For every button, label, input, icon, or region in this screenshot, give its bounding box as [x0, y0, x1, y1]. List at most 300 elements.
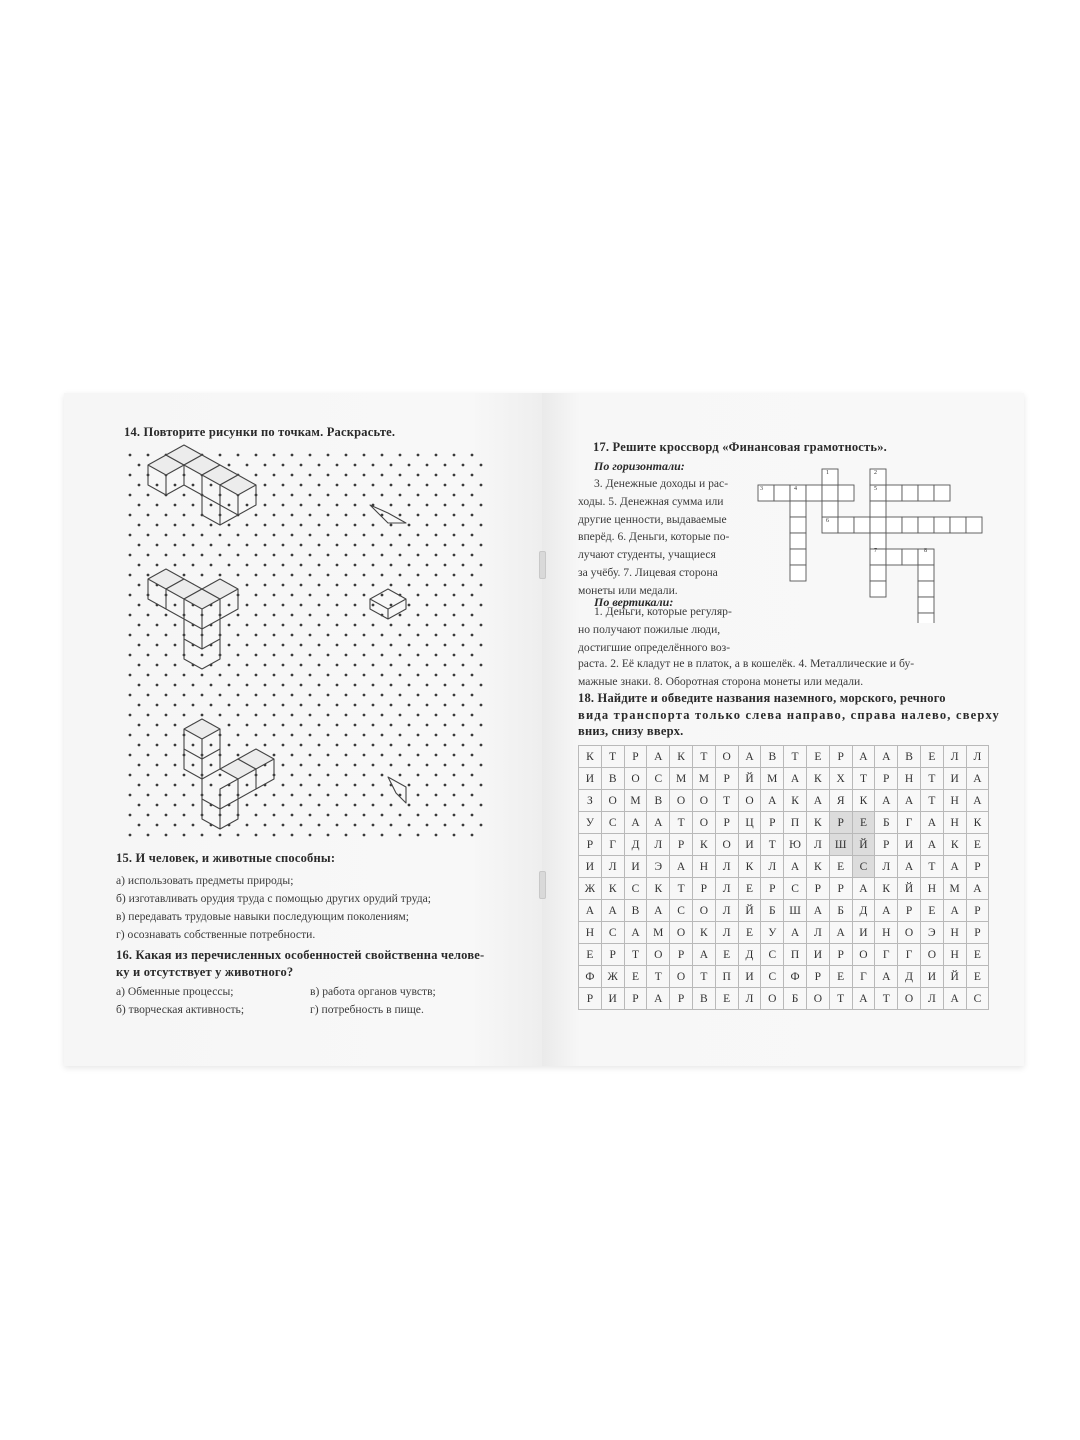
word-search-cell[interactable]: О [898, 988, 921, 1010]
grid-dot [309, 814, 312, 817]
grid-dot [264, 744, 267, 747]
word-search-cell[interactable]: И [579, 856, 602, 878]
word-search-cell[interactable]: Ф [579, 966, 602, 988]
word-search-cell[interactable]: П [784, 812, 807, 834]
word-search-cell[interactable]: Т [829, 988, 852, 1010]
word-search-cell[interactable]: Д [624, 834, 647, 856]
crossword-cell [790, 533, 806, 549]
word-search-cell[interactable]: Л [806, 922, 829, 944]
grid-dot [246, 784, 249, 787]
word-search-cell[interactable]: М [670, 768, 693, 790]
grid-dot [381, 454, 384, 457]
word-search-cell[interactable]: Й [898, 878, 921, 900]
word-search-cell[interactable]: Т [715, 790, 738, 812]
word-search-cell[interactable]: Т [624, 944, 647, 966]
grid-dot [444, 544, 447, 547]
word-search-cell[interactable]: Б [829, 900, 852, 922]
word-search-cell[interactable]: О [738, 790, 761, 812]
word-search-cell[interactable]: О [670, 966, 693, 988]
grid-dot [147, 534, 150, 537]
word-search-cell[interactable]: Л [966, 746, 989, 768]
word-search-cell[interactable]: А [943, 856, 966, 878]
grid-dot [255, 534, 258, 537]
grid-dot [363, 774, 366, 777]
word-search-cell[interactable]: Т [784, 746, 807, 768]
word-search-cell[interactable]: О [647, 944, 670, 966]
word-search-cell[interactable]: А [647, 746, 670, 768]
word-search-cell[interactable]: Н [943, 790, 966, 812]
word-search-cell[interactable]: Л [806, 834, 829, 856]
word-search-cell[interactable]: Р [806, 878, 829, 900]
word-search-cell[interactable]: Е [738, 922, 761, 944]
crossword-cell [918, 565, 934, 581]
across-line: вперёд. 6. Деньги, которые по- [578, 530, 730, 544]
grid-dot [462, 624, 465, 627]
word-search-cell[interactable]: Л [943, 746, 966, 768]
word-search-cell[interactable]: Л [738, 988, 761, 1010]
grid-dot [129, 754, 132, 757]
word-search-cell[interactable]: Й [852, 834, 875, 856]
word-search-cell[interactable]: Л [715, 900, 738, 922]
grid-dot [318, 584, 321, 587]
grid-dot [174, 544, 177, 547]
word-search-cell[interactable]: Р [761, 878, 784, 900]
word-search-cell[interactable]: И [601, 988, 624, 1010]
word-search-cell[interactable]: Е [624, 966, 647, 988]
word-search-cell[interactable]: Н [920, 878, 943, 900]
grid-dot [345, 494, 348, 497]
word-search-cell[interactable]: Т [670, 812, 693, 834]
word-search-cell[interactable]: Ю [784, 834, 807, 856]
word-search-cell[interactable]: Р [966, 922, 989, 944]
word-search-cell[interactable]: К [579, 746, 602, 768]
word-search-cell[interactable]: М [943, 878, 966, 900]
grid-dot [228, 704, 231, 707]
word-search-cell[interactable]: И [738, 966, 761, 988]
word-search-cell[interactable]: Р [670, 988, 693, 1010]
q17-across-heading: По горизонтали: [594, 459, 685, 473]
word-search-cell[interactable]: К [784, 790, 807, 812]
word-search-cell[interactable]: Р [829, 944, 852, 966]
grid-dot [462, 584, 465, 587]
word-search-cell[interactable]: М [647, 922, 670, 944]
word-search-cell[interactable]: К [806, 856, 829, 878]
grid-dot [300, 484, 303, 487]
word-search-cell[interactable]: А [692, 944, 715, 966]
word-search-cell[interactable]: Р [829, 812, 852, 834]
word-search-cell[interactable]: И [920, 966, 943, 988]
grid-dot [327, 714, 330, 717]
word-search-cell[interactable]: О [898, 922, 921, 944]
word-search-cell[interactable]: Р [670, 944, 693, 966]
word-search-cell[interactable]: Е [829, 856, 852, 878]
word-search-cell[interactable]: Е [920, 900, 943, 922]
word-search-cell[interactable]: Ш [784, 900, 807, 922]
word-search-cell[interactable]: И [624, 856, 647, 878]
word-search-cell[interactable]: С [601, 812, 624, 834]
word-search-cell[interactable]: Е [966, 944, 989, 966]
word-search-cell[interactable]: Е [966, 834, 989, 856]
word-search-cell[interactable]: О [715, 834, 738, 856]
grid-dot [471, 754, 474, 757]
word-search-cell[interactable]: С [624, 878, 647, 900]
word-search-cell[interactable]: О [670, 790, 693, 812]
grid-dot [354, 564, 357, 567]
word-search-cell[interactable]: Р [670, 834, 693, 856]
grid-dot [408, 684, 411, 687]
word-search-cell[interactable]: А [784, 922, 807, 944]
word-search-cell[interactable]: К [966, 812, 989, 834]
grid-dot [318, 784, 321, 787]
word-search-cell[interactable]: Т [647, 966, 670, 988]
word-search-cell[interactable]: Е [715, 944, 738, 966]
word-search-cell[interactable]: Э [920, 922, 943, 944]
word-search-cell[interactable]: К [806, 812, 829, 834]
word-search-cell[interactable]: А [943, 900, 966, 922]
word-search-cell[interactable]: У [579, 812, 602, 834]
word-search-cell[interactable]: Г [852, 966, 875, 988]
word-search-cell[interactable]: А [852, 988, 875, 1010]
word-search-cell[interactable]: А [920, 812, 943, 834]
grid-dot [354, 784, 357, 787]
grid-dot [138, 544, 141, 547]
word-search-cell[interactable]: О [624, 768, 647, 790]
word-search-cell[interactable]: А [966, 878, 989, 900]
word-search-cell[interactable]: А [647, 812, 670, 834]
word-search-cell[interactable]: К [647, 878, 670, 900]
word-search-cell[interactable]: Р [898, 900, 921, 922]
word-search-cell[interactable]: С [647, 768, 670, 790]
grid-dot [300, 644, 303, 647]
word-search-cell[interactable]: В [647, 790, 670, 812]
grid-dot [354, 684, 357, 687]
grid-dot [417, 494, 420, 497]
word-search-cell[interactable]: С [761, 966, 784, 988]
word-search-cell[interactable]: А [738, 746, 761, 768]
grid-dot [390, 684, 393, 687]
grid-dot [435, 474, 438, 477]
word-search-cell[interactable]: О [601, 790, 624, 812]
grid-dot [336, 484, 339, 487]
word-search-cell[interactable]: Ш [829, 834, 852, 856]
grid-dot [390, 704, 393, 707]
word-search-cell[interactable]: Р [601, 944, 624, 966]
word-search-cell[interactable]: Е [920, 746, 943, 768]
grid-dot [453, 534, 456, 537]
word-search-cell[interactable]: К [601, 878, 624, 900]
grid-dot [345, 594, 348, 597]
grid-dot [390, 564, 393, 567]
word-search-cell[interactable]: К [875, 878, 898, 900]
word-search-cell[interactable]: Р [761, 812, 784, 834]
word-search-cell[interactable]: К [806, 768, 829, 790]
word-search-cell[interactable]: В [624, 900, 647, 922]
word-search-cell[interactable]: И [806, 944, 829, 966]
word-search-cell[interactable]: Я [829, 790, 852, 812]
word-search-cell[interactable]: У [761, 922, 784, 944]
word-search-cell[interactable]: А [761, 790, 784, 812]
word-search-cell[interactable]: Б [761, 900, 784, 922]
word-search-cell[interactable]: О [761, 988, 784, 1010]
word-search-cell[interactable]: О [692, 812, 715, 834]
word-search-cell[interactable]: Д [738, 944, 761, 966]
grid-dot [444, 804, 447, 807]
grid-dot [255, 454, 258, 457]
word-search-cell[interactable]: Ц [738, 812, 761, 834]
word-search-cell[interactable]: Г [875, 944, 898, 966]
word-search-cell[interactable]: О [670, 922, 693, 944]
grid-dot [399, 834, 402, 837]
word-search-cell[interactable]: А [898, 790, 921, 812]
word-search-cell[interactable]: Р [829, 746, 852, 768]
word-search-cell[interactable]: Е [966, 966, 989, 988]
word-search-cell[interactable]: О [692, 900, 715, 922]
word-search-cell[interactable]: А [601, 900, 624, 922]
word-search-cell[interactable]: Г [601, 834, 624, 856]
grid-dot [255, 634, 258, 637]
grid-dot [129, 834, 132, 837]
word-search-cell[interactable]: Е [806, 746, 829, 768]
word-search-cell[interactable]: Г [898, 944, 921, 966]
word-search-cell[interactable]: Л [715, 856, 738, 878]
word-search-cell[interactable]: А [875, 790, 898, 812]
word-search-cell[interactable]: А [579, 900, 602, 922]
word-search-cell[interactable]: А [829, 922, 852, 944]
word-search-cell[interactable]: К [852, 790, 875, 812]
word-search-cell[interactable]: Л [715, 878, 738, 900]
word-search-cell[interactable]: Н [692, 856, 715, 878]
grid-dot [327, 474, 330, 477]
word-search-cell[interactable]: С [761, 944, 784, 966]
word-search-cell[interactable]: В [898, 746, 921, 768]
grid-dot [399, 514, 402, 517]
word-search-cell[interactable]: Р [806, 966, 829, 988]
word-search-cell[interactable]: М [624, 790, 647, 812]
grid-dot [426, 764, 429, 767]
word-search-cell[interactable]: П [784, 944, 807, 966]
word-search-cell[interactable]: С [784, 878, 807, 900]
grid-dot [399, 674, 402, 677]
grid-dot [264, 584, 267, 587]
word-search-cell[interactable]: Т [761, 834, 784, 856]
word-search-cell[interactable]: А [875, 900, 898, 922]
word-search-cell[interactable]: А [875, 966, 898, 988]
word-search-cell[interactable]: А [852, 878, 875, 900]
word-search-cell[interactable]: А [806, 790, 829, 812]
word-search-cell[interactable]: Э [647, 856, 670, 878]
word-search-cell[interactable]: О [692, 790, 715, 812]
word-search-cell[interactable]: Т [852, 768, 875, 790]
word-search-cell[interactable]: Т [692, 966, 715, 988]
word-search-cell[interactable]: Р [715, 768, 738, 790]
grid-dot [363, 534, 366, 537]
cw-number-4: 4 [794, 486, 797, 492]
crossword-cell [902, 549, 918, 565]
word-search-cell[interactable]: И [579, 768, 602, 790]
word-search-cell[interactable]: Н [579, 922, 602, 944]
word-search-cell[interactable]: Р [624, 988, 647, 1010]
word-search-grid[interactable] [578, 745, 989, 1010]
q18-title-line3: вниз, снизу вверх. [578, 724, 684, 738]
word-search-cell[interactable]: В [601, 768, 624, 790]
word-search-cell[interactable]: Б [784, 988, 807, 1010]
across-line: 3. Денежные доходы и рас- [594, 477, 729, 490]
word-search-cell[interactable]: А [784, 856, 807, 878]
word-search-cell[interactable]: А [920, 834, 943, 856]
q17-down-heading: По вертикали: [594, 595, 674, 609]
grid-dot [282, 744, 285, 747]
word-search-cell[interactable]: В [761, 746, 784, 768]
word-search-cell[interactable]: Е [715, 988, 738, 1010]
word-search-cell[interactable]: К [943, 834, 966, 856]
word-search-cell[interactable]: Р [875, 834, 898, 856]
grid-dot [264, 664, 267, 667]
word-search-cell[interactable]: Н [943, 812, 966, 834]
word-search-cell[interactable]: Р [875, 768, 898, 790]
word-search-cell[interactable]: Т [920, 856, 943, 878]
word-search-cell[interactable]: Т [692, 746, 715, 768]
grid-dot [372, 744, 375, 747]
word-search-cell[interactable]: Н [943, 922, 966, 944]
grid-dot [273, 474, 276, 477]
crossword-cell [934, 517, 950, 533]
word-search-cell[interactable]: Р [624, 746, 647, 768]
grid-dot [237, 634, 240, 637]
word-search-cell[interactable]: Е [852, 812, 875, 834]
word-search-cell[interactable]: А [966, 790, 989, 812]
word-search-cell[interactable]: Н [943, 944, 966, 966]
word-search-cell[interactable]: Т [920, 790, 943, 812]
word-search-cell[interactable]: Р [715, 812, 738, 834]
grid-dot [300, 704, 303, 707]
grid-dot [165, 794, 168, 797]
word-search-cell[interactable]: О [852, 944, 875, 966]
word-search-cell[interactable]: Н [875, 922, 898, 944]
word-search-cell[interactable]: Е [829, 966, 852, 988]
grid-dot [480, 744, 483, 747]
word-search-cell[interactable]: П [715, 966, 738, 988]
word-search-cell[interactable]: Т [875, 988, 898, 1010]
word-search-cell[interactable]: Л [761, 856, 784, 878]
grid-dot [201, 654, 204, 657]
word-search-cell[interactable]: К [670, 746, 693, 768]
grid-dot [336, 564, 339, 567]
word-search-cell[interactable]: А [966, 768, 989, 790]
word-search-cell[interactable]: Р [579, 988, 602, 1010]
grid-dot [264, 464, 267, 467]
word-search-cell[interactable]: И [898, 834, 921, 856]
word-search-cell[interactable]: Л [647, 834, 670, 856]
word-search-cell[interactable]: И [852, 922, 875, 944]
word-search-cell[interactable]: Г [898, 812, 921, 834]
word-search-cell[interactable]: Р [692, 878, 715, 900]
word-search-cell[interactable]: С [670, 900, 693, 922]
grid-dot [183, 834, 186, 837]
grid-dot [291, 694, 294, 697]
word-search-cell[interactable]: Б [875, 812, 898, 834]
grid-dot [426, 504, 429, 507]
crossword-cell [822, 469, 838, 485]
word-search-cell[interactable]: А [784, 768, 807, 790]
word-search-cell[interactable]: Т [670, 878, 693, 900]
word-search-cell[interactable]: Р [579, 834, 602, 856]
grid-dot [228, 544, 231, 547]
word-search-cell[interactable]: А [852, 746, 875, 768]
word-search-cell[interactable]: О [920, 944, 943, 966]
grid-dot [462, 564, 465, 567]
word-search-cell[interactable]: Р [829, 878, 852, 900]
word-search-cell[interactable]: Ж [601, 966, 624, 988]
word-search-cell[interactable]: С [966, 988, 989, 1010]
word-search-cell[interactable]: Н [898, 768, 921, 790]
word-search-cell[interactable]: Д [852, 900, 875, 922]
grid-dot [156, 624, 159, 627]
word-search-cell[interactable]: А [647, 900, 670, 922]
word-search-cell[interactable]: О [715, 746, 738, 768]
word-search-cell[interactable]: К [692, 922, 715, 944]
q16-option-b: б) творческая активность; [116, 1003, 245, 1016]
word-search-cell[interactable]: М [761, 768, 784, 790]
word-search-cell[interactable]: Л [601, 856, 624, 878]
grid-dot [363, 834, 366, 837]
word-search-cell[interactable]: К [692, 834, 715, 856]
word-search-cell[interactable]: Й [738, 900, 761, 922]
word-search-cell[interactable]: А [898, 856, 921, 878]
word-search-cell[interactable]: Ж [579, 878, 602, 900]
grid-dot [282, 484, 285, 487]
word-search-cell[interactable]: Х [829, 768, 852, 790]
word-search-cell[interactable]: А [647, 988, 670, 1010]
word-search-cell[interactable]: А [875, 746, 898, 768]
word-search-cell[interactable]: А [670, 856, 693, 878]
word-search-cell[interactable]: К [738, 856, 761, 878]
word-search-cell[interactable]: Л [920, 988, 943, 1010]
grid-dot [480, 604, 483, 607]
grid-dot [453, 694, 456, 697]
grid-dot [201, 694, 204, 697]
word-search-cell[interactable]: О [806, 988, 829, 1010]
word-search-cell[interactable]: А [806, 900, 829, 922]
grid-dot [183, 694, 186, 697]
word-search-cell[interactable]: Т [920, 768, 943, 790]
word-search-cell[interactable]: Е [579, 944, 602, 966]
word-search-cell[interactable]: Е [738, 878, 761, 900]
word-search-cell[interactable]: Л [715, 922, 738, 944]
word-search-cell[interactable]: Т [601, 746, 624, 768]
word-search-cell[interactable]: З [579, 790, 602, 812]
word-search-cell[interactable]: С [852, 856, 875, 878]
word-search-cell[interactable]: М [692, 768, 715, 790]
word-search-cell[interactable]: В [692, 988, 715, 1010]
grid-dot [138, 604, 141, 607]
word-search-cell[interactable]: И [738, 834, 761, 856]
word-search-cell[interactable]: И [943, 768, 966, 790]
word-search-cell[interactable]: А [624, 812, 647, 834]
word-search-cell[interactable]: А [943, 988, 966, 1010]
word-search-cell[interactable]: Р [966, 900, 989, 922]
grid-dot [237, 834, 240, 837]
word-search-cell[interactable]: Й [943, 966, 966, 988]
crossword-numbers [760, 470, 927, 554]
word-search-cell[interactable]: С [601, 922, 624, 944]
word-search-cell[interactable]: Д [898, 966, 921, 988]
word-search-cell[interactable]: Р [966, 856, 989, 878]
word-search-cell[interactable]: Ф [784, 966, 807, 988]
word-search-cell[interactable]: Л [875, 856, 898, 878]
grid-dot [138, 484, 141, 487]
word-search-cell[interactable]: Й [738, 768, 761, 790]
word-search-cell[interactable]: А [624, 922, 647, 944]
